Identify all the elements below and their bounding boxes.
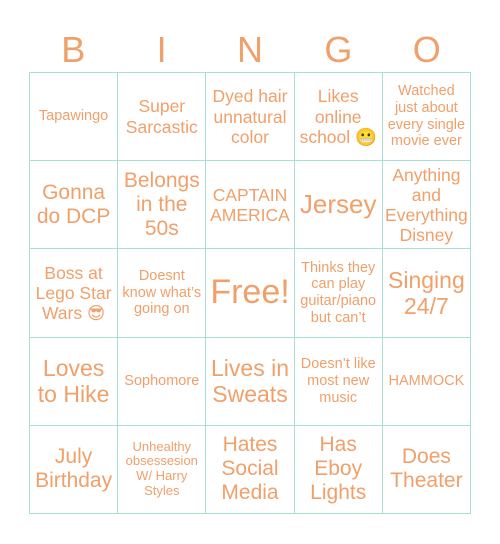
bingo-cell-r3-c1[interactable]	[30, 249, 118, 337]
cell-label: Watched just about every single movie ever	[387, 83, 466, 150]
cell-label: HAMMOCK	[388, 372, 465, 389]
cell-label: Sophomore	[124, 372, 200, 389]
bingo-cell-r5-c2[interactable]	[118, 426, 206, 514]
bingo-cell-r4-c1[interactable]	[30, 338, 118, 426]
bingo-cell-r5-c4[interactable]	[295, 426, 383, 514]
bingo-cell-r4-c3[interactable]	[206, 338, 294, 426]
bingo-cell-r2-c3[interactable]	[206, 161, 294, 249]
cell-label: Doesnt know what’s going on	[122, 267, 202, 318]
cell-label: Belongs in the 50s	[123, 168, 200, 240]
header-letter-b: B	[61, 29, 86, 70]
bingo-cell-r2-c2[interactable]	[118, 161, 206, 249]
cell-label: Boss at Lego Star Wars 😎	[35, 262, 112, 324]
bingo-cell-r1-c1[interactable]	[30, 73, 118, 161]
cell-label: Thinks they can play guitar/piano but can’t	[300, 259, 377, 326]
cell-label: Unhealthy obsessesion W/ Harry Styles	[125, 438, 198, 499]
bingo-cell-r1-c2[interactable]	[118, 73, 206, 161]
bingo-cell-r1-c4[interactable]	[295, 73, 383, 161]
bingo-cell-r4-c5[interactable]	[383, 338, 471, 426]
bingo-cell-r4-c2[interactable]	[118, 338, 206, 426]
cell-label: Has Eboy Lights	[310, 433, 367, 505]
cell-label: Super Sarcastic	[125, 96, 198, 137]
header-letter-i: I	[156, 29, 167, 70]
bingo-cell-r3-c4[interactable]	[295, 249, 383, 337]
bingo-cell-r1-c3[interactable]	[206, 73, 294, 161]
bingo-cell-r4-c4[interactable]	[295, 338, 383, 426]
cell-label: Loves to Hike	[37, 354, 110, 408]
bingo-cell-free[interactable]	[206, 249, 294, 337]
header-letter-n: N	[236, 29, 263, 70]
bingo-cell-r5-c1[interactable]	[30, 426, 118, 514]
cell-label: July Birthday	[35, 445, 113, 493]
cell-label: CAPTAIN AMERICA	[210, 184, 290, 225]
cell-label: Dyed hair unnatural color	[212, 86, 288, 147]
bingo-cell-r2-c4[interactable]	[295, 161, 383, 249]
bingo-header	[29, 28, 471, 72]
header-letter-o: O	[412, 29, 441, 70]
bingo-cell-r5-c5[interactable]	[383, 426, 471, 514]
cell-label: Anything and Everything Disney	[385, 164, 468, 245]
bingo-cell-r1-c5[interactable]	[383, 73, 471, 161]
cell-label: Doesn’t like most new music	[300, 356, 376, 406]
cell-label: Does Theater	[390, 445, 463, 493]
cell-label: Hates Social Media	[221, 433, 279, 505]
free-space-label: Free!	[210, 273, 290, 312]
header-letter-g: G	[324, 29, 353, 70]
cell-label: Jersey	[299, 188, 377, 219]
bingo-cell-r2-c1[interactable]	[30, 161, 118, 249]
cell-label: Gonna do DCP	[36, 180, 111, 228]
bingo-cell-r3-c2[interactable]	[118, 249, 206, 337]
bingo-board	[29, 72, 471, 514]
cell-label: Singing 24/7	[388, 266, 465, 319]
cell-label: Tapawingo	[38, 108, 109, 125]
bingo-cell-r5-c3[interactable]	[206, 426, 294, 514]
bingo-cell-r3-c5[interactable]	[383, 249, 471, 337]
cell-label: Lives in Sweats	[211, 354, 289, 408]
bingo-cell-r2-c5[interactable]	[383, 161, 471, 249]
cell-label: Likes online school 😬	[299, 86, 377, 147]
